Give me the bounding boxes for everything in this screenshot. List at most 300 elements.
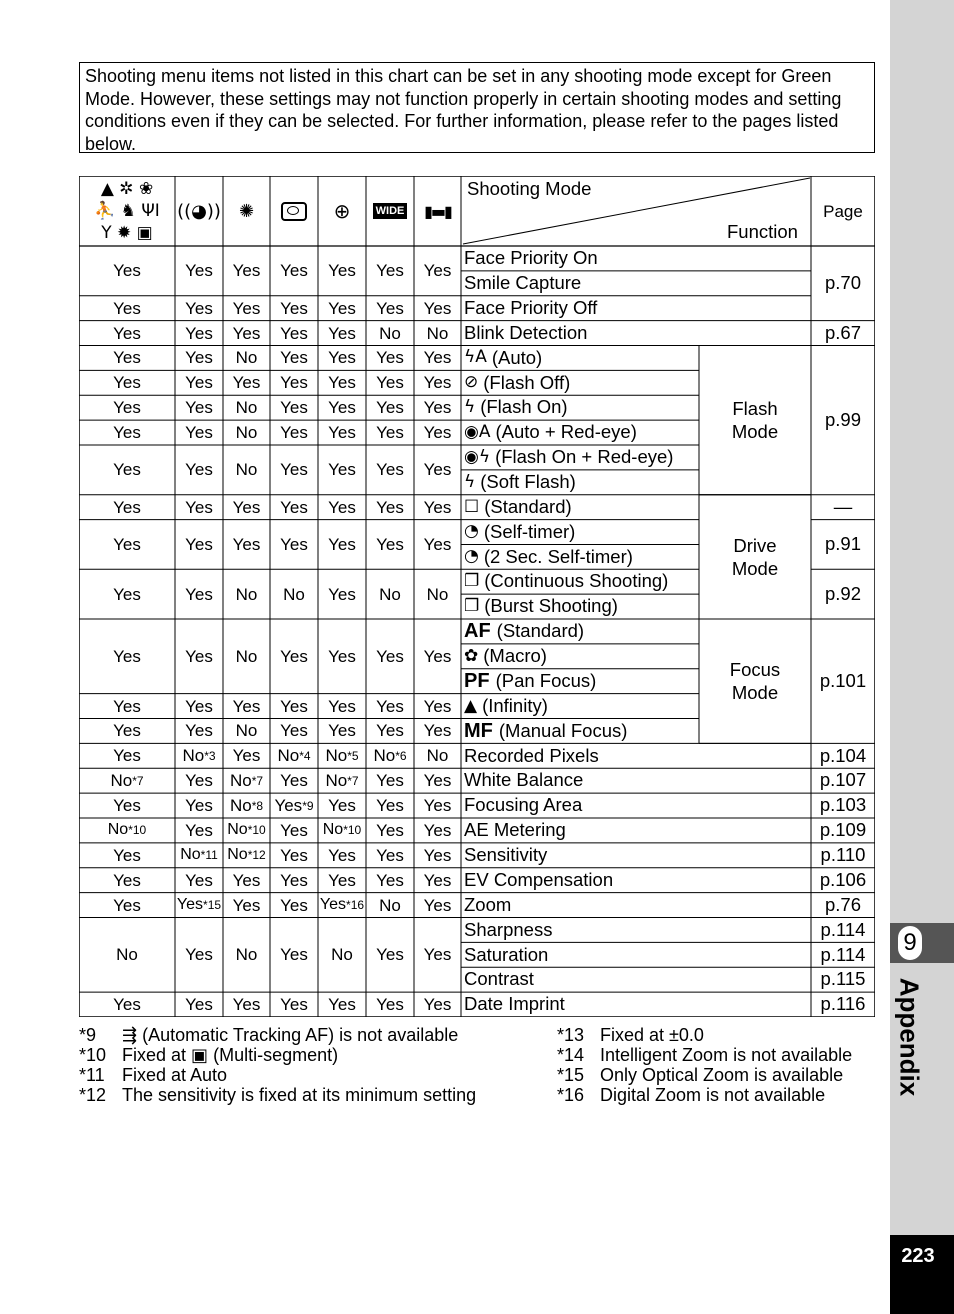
function-icon: ☐ (464, 496, 480, 517)
value-cell (223, 917, 270, 992)
cell-value: Yes (376, 497, 404, 517)
cell-value: Yes (328, 398, 356, 418)
function-label (464, 296, 597, 321)
value-cell (79, 420, 175, 445)
value-cell (366, 743, 414, 768)
cell-value: Yes (328, 870, 356, 890)
value-cell (366, 370, 414, 395)
cell-value: Yes (328, 261, 356, 281)
cell-value: Yes (328, 298, 356, 318)
cell-value: Yes (280, 845, 308, 865)
fireworks-icon: ✺ (238, 200, 255, 222)
chapter-number: 9 (898, 926, 922, 960)
value-cell (175, 768, 223, 793)
focus-mode-icon: PF (464, 670, 490, 693)
cell-value: Yes (328, 796, 356, 816)
value-cell (366, 793, 414, 818)
cell-value: Yes (376, 373, 404, 393)
cell-value: Yes (232, 497, 261, 517)
value-cell (318, 395, 366, 420)
cell-value: Yes (319, 896, 347, 914)
page-ref: p.70 (824, 272, 861, 294)
function-text: (Manual Focus) (498, 719, 628, 741)
cell-value: Yes (423, 497, 452, 517)
value-cell (223, 370, 270, 395)
focus-mode-icon: AF (464, 620, 491, 643)
cell-value: No (325, 746, 348, 766)
function-label (464, 743, 599, 768)
value-cell (414, 495, 461, 520)
cell-value: Yes (232, 746, 261, 766)
cell-footnote-ref: *3 (204, 748, 216, 763)
cell-value: No (235, 460, 258, 480)
cell-value: Yes (423, 646, 452, 666)
cell-value: Yes (328, 348, 356, 368)
cell-value: No (229, 796, 252, 816)
function-icon: ❐ (464, 596, 480, 617)
portrait-frame-icon (270, 176, 318, 246)
cell-value: Yes (113, 796, 141, 816)
value-cell (223, 619, 270, 694)
cell-value: No (227, 846, 248, 864)
value-cell (175, 868, 223, 893)
cell-value: Yes (185, 261, 213, 281)
value-cell (414, 321, 461, 346)
cell-footnote-ref: *4 (299, 748, 311, 763)
value-cell (318, 246, 366, 296)
cell-footnote-ref: *8 (251, 798, 264, 813)
cell-value: Yes (423, 398, 452, 418)
value-cell (175, 743, 223, 768)
cell-value: Yes (328, 373, 356, 393)
cell-footnote-ref: *10 (343, 823, 362, 838)
page-ref: p.101 (819, 669, 867, 691)
value-cell (414, 768, 461, 793)
value-cell (223, 793, 270, 818)
value-cell (223, 719, 270, 744)
value-cell (318, 520, 366, 570)
cell-value: No (283, 584, 305, 604)
value-cell (270, 370, 318, 395)
value-cell (175, 917, 223, 992)
value-cell (414, 917, 461, 992)
function-text: Blink Detection (464, 321, 588, 343)
cell-value: Yes (185, 323, 213, 343)
cell-value: Yes (376, 995, 404, 1015)
function-text: (Flash On) (480, 396, 568, 418)
cell-value: Yes (328, 721, 356, 741)
function-icon: ϟA (464, 347, 487, 368)
function-label (464, 445, 673, 470)
function-icon: ✿ (464, 645, 479, 666)
function-text: White Balance (464, 769, 584, 791)
value-cell (270, 246, 318, 296)
cell-value: Yes (423, 895, 452, 915)
cell-value: Yes (113, 746, 141, 766)
cell-value: Yes (423, 870, 452, 890)
function-label (464, 544, 633, 569)
function-text: Sharpness (464, 918, 553, 940)
cell-value: Yes (232, 696, 261, 716)
cell-value: Yes (185, 995, 213, 1015)
function-text: Smile Capture (464, 272, 582, 294)
value-cell (223, 694, 270, 719)
focus-mode-icon: MF (464, 719, 493, 742)
cell-value: Yes (376, 261, 404, 281)
value-cell (318, 893, 366, 918)
cell-value: No (379, 895, 401, 915)
value-cell (366, 868, 414, 893)
cell-value: No (379, 584, 401, 604)
cell-value: Yes (185, 423, 213, 442)
value-cell (79, 370, 175, 395)
function-text: Zoom (464, 893, 512, 915)
cell-value: Yes (376, 534, 404, 554)
value-cell (79, 569, 175, 619)
value-cell (79, 917, 175, 992)
value-cell (366, 843, 414, 868)
cell-value: Yes (113, 460, 141, 480)
cell-value: Yes (423, 845, 452, 865)
cell-value: Yes (232, 870, 261, 890)
cell-value: Yes (280, 721, 308, 741)
cell-value: Yes (185, 348, 213, 368)
cell-value: Yes (113, 721, 141, 741)
cell-footnote-ref: *5 (347, 748, 359, 763)
function-label (464, 246, 598, 271)
value-cell (366, 495, 414, 520)
value-cell (223, 768, 270, 793)
value-cell (79, 321, 175, 346)
value-cell (366, 569, 414, 619)
value-cell (318, 719, 366, 744)
value-cell (414, 818, 461, 843)
value-cell (175, 719, 223, 744)
cell-value: Yes (423, 945, 452, 965)
value-cell (270, 420, 318, 445)
cell-value: Yes (376, 298, 404, 318)
value-cell (366, 893, 414, 918)
cell-value: Yes (280, 298, 308, 318)
value-cell (414, 569, 461, 619)
function-text: (Auto) (491, 346, 543, 368)
value-cell (223, 495, 270, 520)
cell-value: Yes (113, 261, 141, 281)
value-cell (366, 768, 414, 793)
value-cell (366, 694, 414, 719)
value-cell (270, 296, 318, 321)
footnote-16: *16 Digital Zoom is not available (557, 1085, 826, 1105)
value-cell (175, 992, 223, 1017)
value-cell (223, 321, 270, 346)
value-cell (223, 743, 270, 768)
function-text: Contrast (464, 968, 534, 990)
cell-value: Yes (232, 895, 261, 915)
value-cell (318, 321, 366, 346)
group-label-flash: Flash Mode (731, 398, 779, 443)
function-text: (Soft Flash) (480, 471, 576, 492)
function-label (464, 594, 618, 619)
cell-value: Yes (185, 870, 213, 890)
cell-value: No (180, 846, 201, 864)
value-cell (318, 768, 366, 793)
function-label (464, 719, 627, 744)
footnote-9: *9 ⇶ (Automatic Tracking AF) is not available (79, 1025, 459, 1046)
cell-value: Yes (328, 534, 356, 554)
page-ref: p.107 (819, 769, 867, 791)
group-label-focus: Focus Mode (729, 659, 781, 704)
cell-value: Yes (423, 771, 452, 791)
function-text: (Burst Shooting) (484, 595, 618, 617)
cell-value: Yes (280, 348, 308, 368)
cell-value: Yes (280, 534, 308, 554)
cell-value: Yes (232, 373, 261, 393)
value-cell (366, 619, 414, 694)
cell-value: No (426, 584, 449, 604)
function-icon: ❐ (464, 571, 480, 592)
value-cell (414, 420, 461, 445)
function-text: (Standard) (496, 620, 585, 642)
header-function: Function (727, 220, 798, 242)
cell-value: Yes (113, 373, 141, 393)
intro-note-box (79, 62, 875, 153)
value-cell (175, 495, 223, 520)
function-icon: ◉A (464, 422, 491, 442)
value-cell (414, 694, 461, 719)
cell-value: Yes (376, 398, 404, 418)
function-text: Face Priority Off (464, 296, 598, 318)
cell-footnote-ref: *15 (203, 898, 222, 913)
value-cell (223, 445, 270, 495)
function-text: (Flash Off) (483, 371, 571, 393)
intro-note-text: Shooting menu items not listed in this chart can be set in any shooting mode except for Green Mode. However, these settings may not function properly in certain shooting modes and setting conditions even if they can be selected. For further information, please refer to the pages listed below. (85, 66, 842, 154)
page-ref: p.114 (820, 943, 866, 965)
cell-value: Yes (376, 460, 404, 480)
function-text: EV Compensation (464, 868, 614, 890)
function-label (464, 395, 568, 420)
page-number: 223 (901, 1244, 935, 1267)
function-text: Sensitivity (464, 844, 548, 866)
function-text: (Flash On + Red-eye) (495, 446, 674, 468)
value-cell (318, 694, 366, 719)
value-cell (223, 520, 270, 570)
function-text: Saturation (464, 943, 549, 965)
cell-value: Yes (423, 373, 452, 393)
footnote-15: *15 Only Optical Zoom is available (557, 1065, 844, 1085)
value-cell (79, 495, 175, 520)
value-cell (366, 420, 414, 445)
cell-value: Yes (328, 497, 356, 517)
cell-value: Yes (280, 398, 308, 418)
function-icon: ◉ϟ (464, 446, 491, 467)
cell-value: Yes (376, 771, 404, 791)
cell-value: No (426, 323, 449, 343)
cell-value: Yes (423, 348, 452, 368)
cell-value: Yes (328, 584, 356, 604)
page-ref: p.99 (824, 408, 861, 430)
function-text: (Continuous Shooting) (484, 570, 669, 592)
cell-value: No (277, 746, 300, 766)
cell-value: Yes (280, 373, 308, 393)
value-cell (223, 246, 270, 296)
cell-value: Yes (376, 646, 404, 666)
function-icon: ϟ (464, 471, 476, 492)
value-cell (175, 520, 223, 570)
value-cell (175, 420, 223, 445)
value-cell (414, 793, 461, 818)
cell-value: Yes (328, 460, 356, 480)
cell-value: Yes (113, 995, 141, 1015)
value-cell (175, 893, 223, 918)
function-label (464, 694, 548, 719)
function-text: (Pan Focus) (495, 669, 597, 691)
value-cell (318, 868, 366, 893)
value-cell (175, 370, 223, 395)
cell-value: Yes (185, 820, 213, 840)
value-cell (223, 992, 270, 1017)
value-cell (270, 843, 318, 868)
value-cell (79, 520, 175, 570)
cell-value: Yes (280, 870, 308, 890)
cell-footnote-ref: *6 (395, 748, 407, 763)
value-cell (79, 395, 175, 420)
cell-footnote-ref: *7 (132, 773, 144, 788)
value-cell (79, 818, 175, 843)
value-cell (175, 793, 223, 818)
value-cell (366, 321, 414, 346)
function-label (464, 942, 548, 967)
value-cell (366, 818, 414, 843)
value-cell (366, 445, 414, 495)
value-cell (318, 420, 366, 445)
function-icon: ▲ (464, 695, 478, 716)
value-cell (318, 370, 366, 395)
value-cell (79, 694, 175, 719)
value-cell (318, 345, 366, 370)
cell-value: Yes (185, 945, 213, 965)
cell-value: Yes (376, 945, 404, 965)
value-cell (79, 893, 175, 918)
cell-value: No (331, 945, 353, 965)
cell-value: Yes (423, 534, 452, 554)
cell-value: No (107, 821, 129, 839)
value-cell (270, 768, 318, 793)
cell-value: No (426, 746, 449, 766)
cell-value: No (227, 821, 248, 839)
panorama-icon: ▮▬▮ (424, 201, 451, 221)
value-cell (175, 395, 223, 420)
value-cell (366, 296, 414, 321)
function-label (464, 345, 542, 370)
cell-value: Yes (423, 423, 452, 442)
cell-value: Yes (328, 696, 356, 716)
cell-value: Yes (280, 771, 308, 791)
value-cell (270, 345, 318, 370)
cell-value: Yes (376, 721, 404, 741)
function-text: (Auto + Red-eye) (495, 421, 637, 443)
value-cell (414, 619, 461, 694)
value-cell (366, 246, 414, 296)
page-ref: p.91 (824, 533, 861, 555)
cell-value: Yes (185, 646, 213, 666)
cell-value: Yes (113, 845, 141, 865)
value-cell (79, 843, 175, 868)
cell-value: Yes (280, 497, 308, 517)
value-cell (414, 445, 461, 495)
shooting-mode-function-table (79, 176, 875, 1017)
value-cell (270, 569, 318, 619)
cell-value: Yes (423, 721, 452, 741)
value-cell (175, 619, 223, 694)
footnote-14: *14 Intelligent Zoom is not available (557, 1045, 853, 1065)
value-cell (318, 445, 366, 495)
page-ref: p.116 (820, 993, 866, 1015)
footnote-12: *12 The sensitivity is fixed at its minimum setting (79, 1085, 477, 1105)
cell-value: Yes (113, 423, 141, 442)
cell-value: Yes (113, 323, 141, 343)
function-label (464, 470, 576, 495)
value-cell (79, 246, 175, 296)
cell-value: Yes (232, 323, 261, 343)
function-label (464, 669, 596, 694)
function-icon: ϟ (464, 397, 476, 418)
function-label (464, 843, 547, 868)
value-cell (366, 520, 414, 570)
cell-value: No (235, 721, 258, 741)
value-cell (175, 569, 223, 619)
value-cell (318, 793, 366, 818)
scene-icons-row-3: Y ✹ ▣ (101, 223, 153, 243)
header-page: Page (823, 201, 863, 221)
cell-value: Yes (113, 298, 141, 318)
cell-value: Yes (423, 995, 452, 1015)
value-cell (270, 793, 318, 818)
cell-value: No (373, 746, 396, 766)
value-cell (414, 296, 461, 321)
value-cell (79, 345, 175, 370)
cell-value: Yes (232, 261, 261, 281)
function-text: Recorded Pixels (464, 744, 599, 766)
function-text: (2 Sec. Self-timer) (483, 545, 633, 567)
function-label (464, 644, 547, 669)
value-cell (223, 818, 270, 843)
function-icon: ⊘ (464, 372, 479, 393)
page-ref: p.104 (819, 744, 867, 766)
value-cell (414, 370, 461, 395)
cell-value: No (235, 348, 258, 368)
cell-value: Yes (280, 995, 308, 1015)
value-cell (366, 917, 414, 992)
value-cell (79, 296, 175, 321)
cell-footnote-ref: *12 (247, 848, 266, 863)
value-cell (318, 818, 366, 843)
cell-value: Yes (328, 423, 356, 442)
cell-footnote-ref: *10 (128, 823, 147, 838)
cell-footnote-ref: *10 (247, 823, 266, 838)
value-cell (223, 395, 270, 420)
cell-value: Yes (423, 460, 452, 480)
value-cell (223, 345, 270, 370)
cell-value: Yes (376, 423, 404, 442)
cell-value: Yes (185, 796, 213, 816)
cell-value: Yes (376, 820, 404, 840)
value-cell (318, 296, 366, 321)
cell-value: Yes (113, 696, 141, 716)
value-cell (414, 992, 461, 1017)
function-text: Focusing Area (464, 794, 583, 816)
cell-value: No (235, 584, 258, 604)
value-cell (318, 992, 366, 1017)
